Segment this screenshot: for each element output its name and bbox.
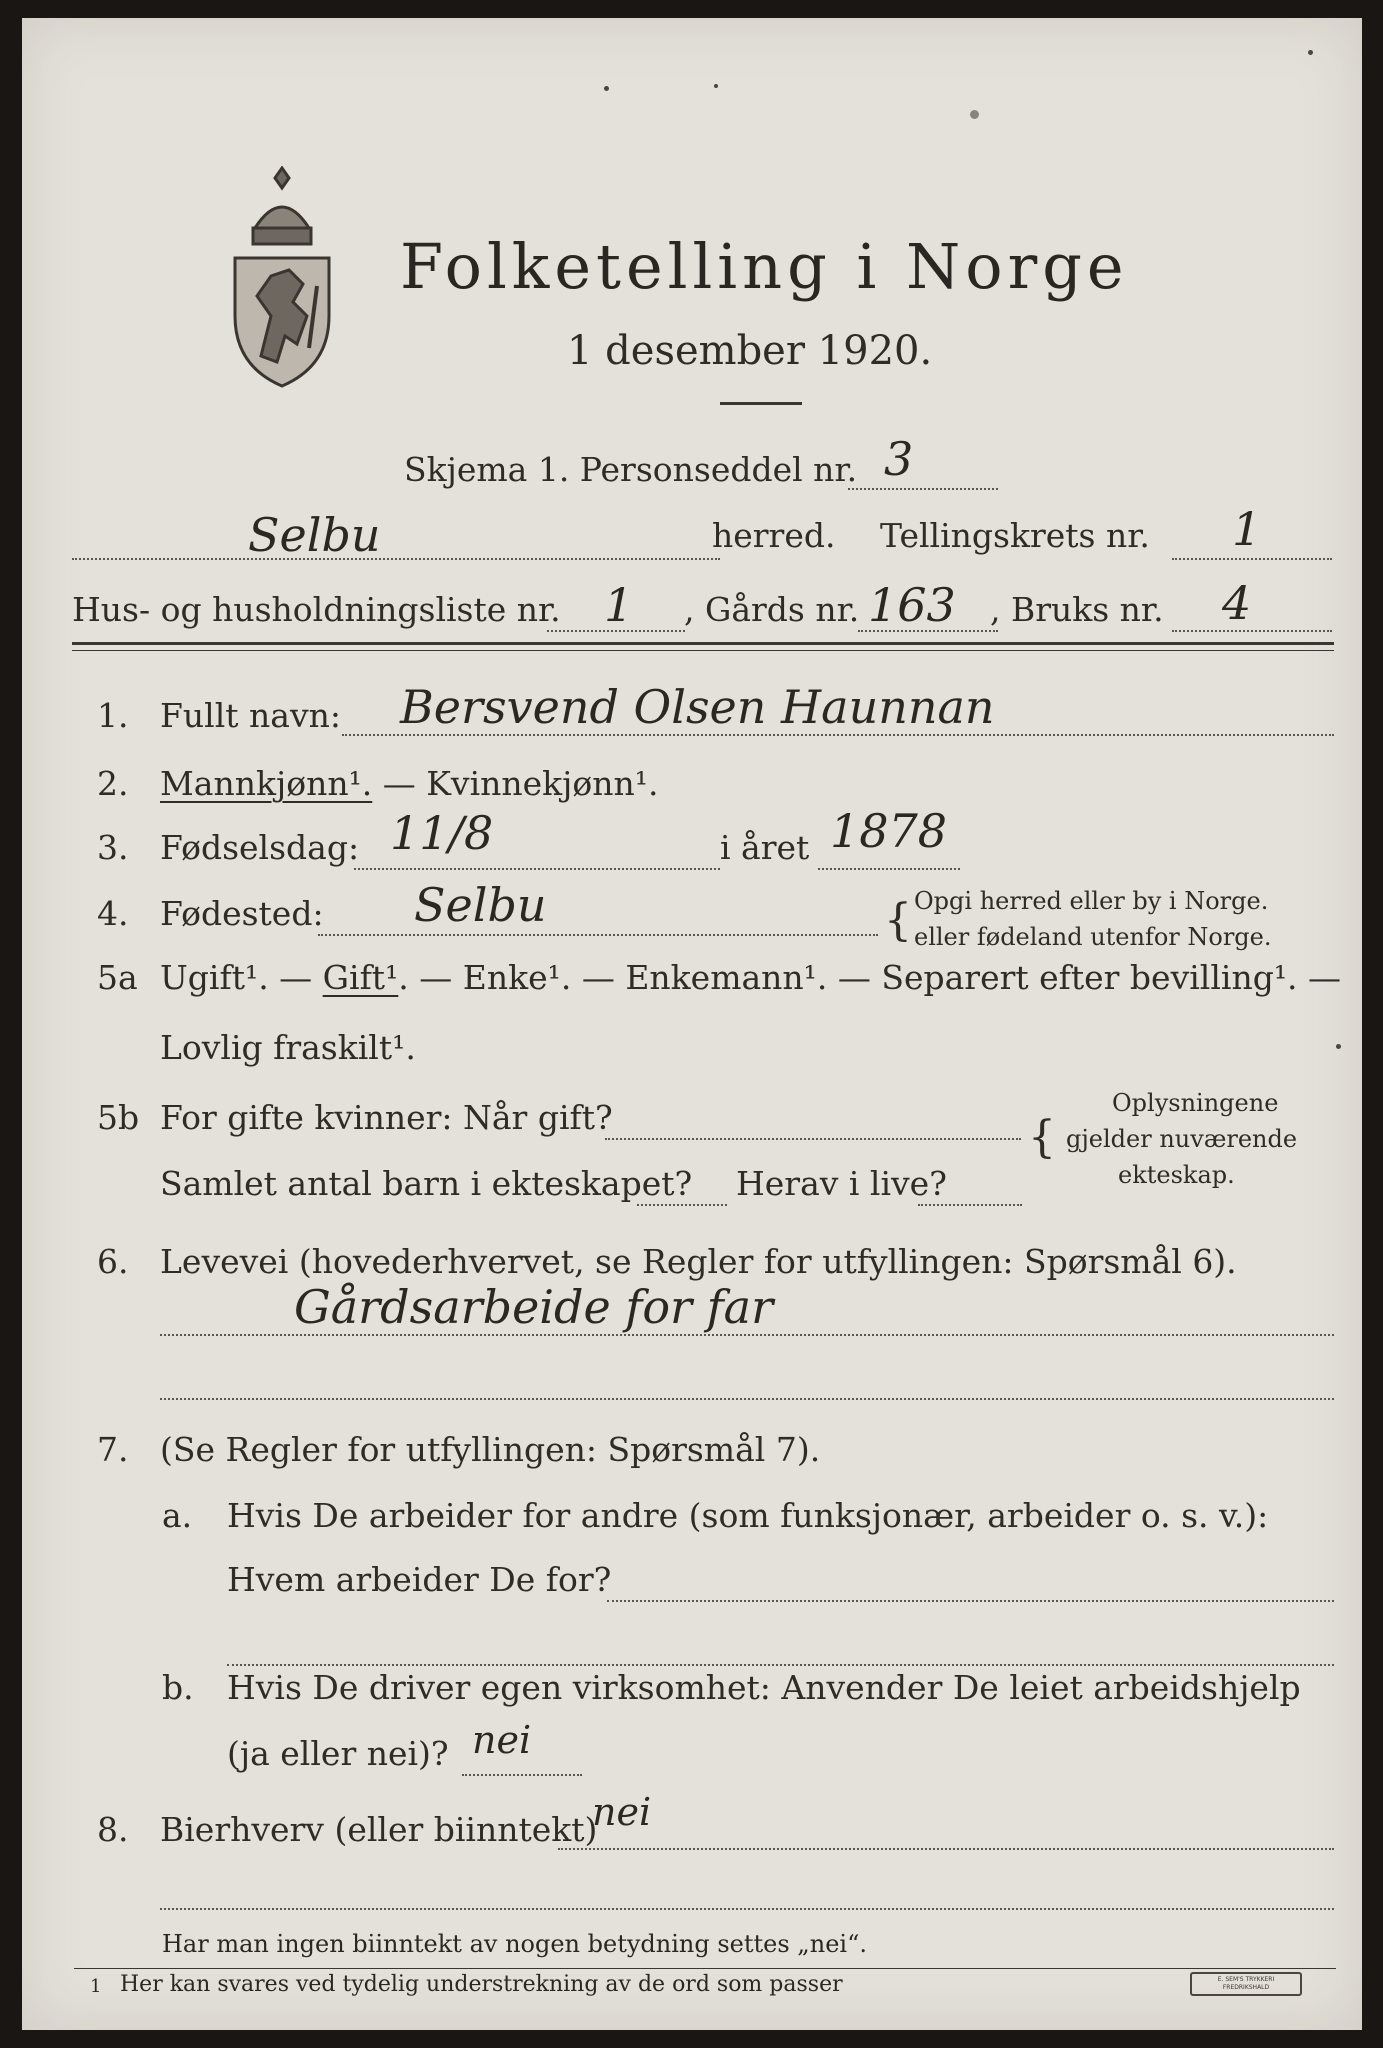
option-ugift[interactable]: Ugift¹. (160, 958, 269, 997)
footnote-text: Her kan svares ved tydelig understrekning av de ord som passer (120, 1972, 843, 1997)
q6-dotline-1 (160, 1334, 1334, 1336)
q4-note-line-1: Opgi herred eller by i Norge. (914, 887, 1269, 915)
paper-speck (970, 110, 979, 119)
q5b-dotline (605, 1138, 1021, 1140)
q4-dotline (318, 934, 878, 936)
paper-speck (714, 84, 718, 88)
q7b-dotline (462, 1774, 582, 1776)
q7a-employer-label: Hvem arbeider De for? (227, 1560, 612, 1599)
census-form-sheet (22, 18, 1362, 2030)
q7a-dotline-1 (607, 1600, 1334, 1602)
personseddel-number[interactable]: 3 (884, 432, 914, 486)
printer-mark (1190, 1972, 1302, 1996)
q5b-brace: { (1028, 1112, 1056, 1163)
q2-separator: — (372, 764, 427, 803)
q4-number: 4. (97, 894, 129, 933)
option-mannkjonn[interactable]: Mannkjønn¹. (160, 764, 373, 803)
paper-speck (604, 86, 609, 91)
q7a-dotline-2 (227, 1664, 1334, 1666)
q4-note-line-2: eller fødeland utenfor Norge. (914, 923, 1272, 951)
q3-year-dotline (818, 868, 960, 870)
q5b-children-label: Samlet antal barn i ekteskapet? (160, 1164, 693, 1203)
tellingskrets-value[interactable]: 1 (1232, 502, 1262, 556)
q5b-label: For gifte kvinner: Når gift? (160, 1098, 613, 1137)
full-name-value[interactable]: Bersvend Olsen Haunnan (400, 680, 995, 734)
q7b-letter: b. (162, 1668, 194, 1707)
footnote-number: 1 (90, 1976, 102, 1997)
q5b-note-line-3: ekteskap. (1118, 1161, 1235, 1189)
q5a-separator: — (268, 958, 323, 997)
q7-number: 7. (97, 1430, 129, 1469)
birth-year-value[interactable]: 1878 (830, 804, 948, 858)
q3-year-label: i året (720, 828, 810, 867)
q5b-alive-label: Herav i live? (736, 1164, 947, 1203)
q4-brace: { (884, 895, 912, 946)
footer-rule (74, 1968, 1336, 1969)
norway-coat-of-arms-icon (227, 166, 337, 388)
hired-help-value[interactable]: nei (472, 1718, 532, 1762)
q2-number: 2. (97, 764, 129, 803)
herred-value[interactable]: Selbu (248, 508, 381, 562)
q5a-other-options[interactable]: . — Enke¹. — Enkemann¹. — Separert efter bevilling¹. — (398, 958, 1342, 997)
q3-number: 3. (97, 828, 129, 867)
q8-dotline-1 (558, 1848, 1334, 1850)
q3-label: Fødselsdag: (160, 828, 360, 867)
q8-label: Bierhverv (eller biinntekt) (160, 1810, 598, 1849)
title-divider (720, 402, 802, 405)
side-income-value[interactable]: nei (592, 1790, 652, 1834)
gards-label: , Gårds nr. (684, 590, 860, 629)
herred-label: herred. (712, 516, 836, 555)
q8-dotline-2 (160, 1908, 1334, 1910)
paper-speck (1308, 50, 1313, 55)
header-rule-1 (72, 642, 1334, 645)
q5b-note-line-1: Oplysningene (1112, 1089, 1279, 1117)
option-lovlig-fraskilt[interactable]: Lovlig fraskilt¹. (160, 1028, 416, 1067)
option-kvinnekjonn[interactable]: Kvinnekjønn¹. (426, 764, 659, 803)
q1-number: 1. (97, 696, 129, 735)
occupation-value[interactable]: Gårdsarbeide for far (294, 1280, 774, 1334)
gards-number[interactable]: 163 (868, 578, 956, 632)
bruks-dotline (1172, 630, 1332, 632)
q8-number: 8. (97, 1810, 129, 1849)
hus-label: Hus- og husholdningsliste nr. (72, 590, 561, 629)
q5a-options (160, 958, 1341, 997)
herred-dotline (72, 558, 720, 560)
birthplace-value[interactable]: Selbu (414, 878, 547, 932)
header-rule-2 (72, 650, 1334, 651)
bruks-number[interactable]: 4 (1222, 576, 1252, 630)
q7b-question: (ja eller nei)? (227, 1734, 449, 1773)
tellingskrets-label: Tellingskrets nr. (880, 516, 1150, 555)
printer-mark-line-2: FREDRIKSHALD (1222, 1984, 1270, 1991)
birthdate-value[interactable]: 11/8 (390, 806, 494, 860)
q1-dotline (342, 734, 1334, 736)
q7b-text: Hvis De driver egen virksomhet: Anvender De leiet arbeidshjelp (227, 1668, 1301, 1707)
q1-label: Fullt navn: (160, 696, 341, 735)
q5a-number: 5a (97, 958, 138, 997)
q5b-number: 5b (97, 1098, 140, 1137)
bruks-label: , Bruks nr. (990, 590, 1164, 629)
q5b-note-line-2: gjelder nuværende (1066, 1125, 1298, 1153)
printer-mark-line-1: E. SEM'S TRYKKERI (1217, 1976, 1275, 1983)
q7a-text: Hvis De arbeider for andre (som funksjonær, arbeider o. s. v.): (227, 1496, 1269, 1535)
q2-options (160, 764, 659, 803)
census-date: 1 desember 1920. (567, 328, 933, 374)
schema-label: Skjema 1. Personseddel nr. (404, 450, 858, 489)
q6-dotline-2 (160, 1398, 1334, 1400)
paper-speck (1336, 1044, 1341, 1049)
q6-number: 6. (97, 1242, 129, 1281)
schema-dotline (848, 488, 998, 490)
q5b-children-dotline (637, 1204, 727, 1206)
option-gift[interactable]: Gift¹ (322, 958, 399, 997)
q7a-letter: a. (162, 1496, 193, 1535)
q5b-alive-dotline (918, 1204, 1022, 1206)
q4-label: Fødested: (160, 894, 324, 933)
q6-label: Levevei (hovederhvervet, se Regler for utfyllingen: Spørsmål 6). (160, 1242, 1237, 1281)
q7-label: (Se Regler for utfyllingen: Spørsmål 7). (160, 1430, 821, 1469)
footer-note: Har man ingen biinntekt av nogen betydning settes „nei“. (162, 1930, 867, 1958)
tellingskrets-dotline (1172, 558, 1332, 560)
form-title: Folketelling i Norge (400, 230, 1129, 303)
husholdningsliste-number[interactable]: 1 (604, 578, 634, 632)
q3-dotline (354, 868, 720, 870)
